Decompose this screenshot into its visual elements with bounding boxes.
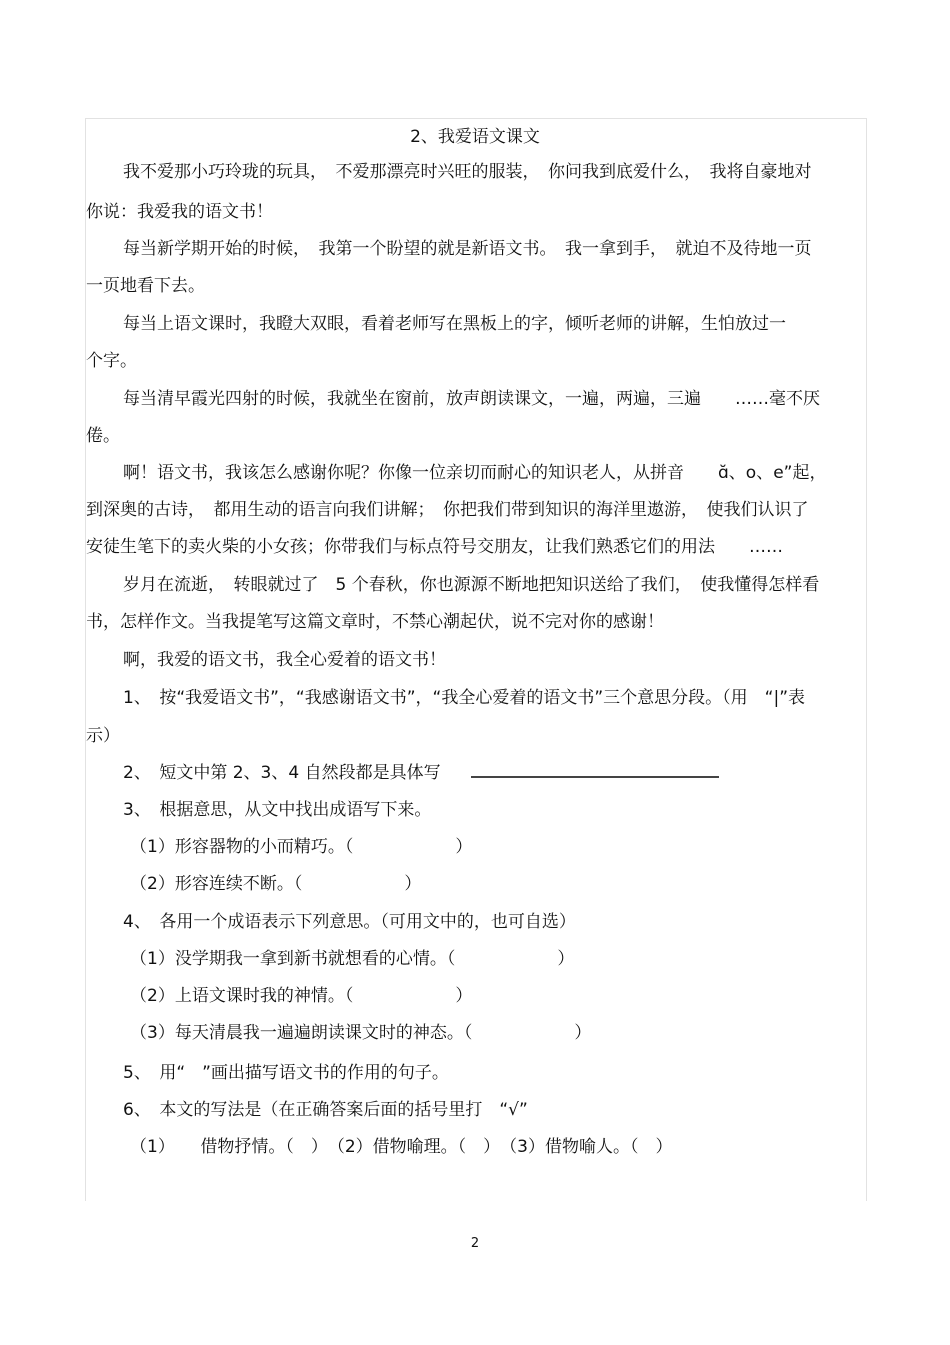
paragraph-4-line-2: 倦。	[86, 426, 120, 446]
paragraph-7-line-1: 啊，我爱的语文书，我全心爱着的语文书！	[123, 650, 446, 670]
paragraph-1-line-2: 你说：我爱我的语文书！	[86, 202, 273, 222]
paragraph-6-line-2: 书，怎样作文。当我提笔写这篇文章时，不禁心潮起伏，说不完对你的感谢！	[86, 612, 664, 632]
question-2-text: 2、 短文中第 2、3、4 自然段都是具体写	[123, 763, 441, 783]
question-4-item-3: （3）每天清晨我一遍遍朗读课文时的神态。（ ）	[130, 1023, 592, 1043]
document-title: 2、我爱语文课文	[410, 127, 540, 147]
paragraph-5-line-1: 啊！语文书，我该怎么感谢你呢？你像一位亲切而耐心的知识老人，从拼音 ɑ̆、o、e”起，	[123, 463, 827, 483]
paragraph-3-line-1: 每当上语文课时，我瞪大双眼，看着老师写在黑板上的字，倾听老师的讲解，生怕放过一	[123, 314, 786, 334]
question-3-item-1: （1）形容器物的小而精巧。（ ）	[130, 837, 473, 857]
question-5: 5、 用“ ”画出描写语文书的作用的句子。	[123, 1063, 449, 1083]
paragraph-2-line-1: 每当新学期开始的时候， 我第一个盼望的就是新语文书。 我一拿到手， 就迫不及待地一页	[123, 239, 812, 259]
question-4-item-2: （2）上语文课时我的神情。（ ）	[130, 986, 473, 1006]
question-3-item-2: （2）形容连续不断。（ ）	[130, 874, 422, 894]
paragraph-1-line-1: 我不爱那小巧玲珑的玩具， 不爱那漂亮时兴旺的服装， 你问我到底爱什么， 我将自豪地对	[123, 162, 812, 182]
paragraph-6-line-1: 岁月在流逝， 转眼就过了 5 个春秋，你也源源不断地把知识送给了我们， 使我懂得怎样看	[123, 575, 820, 595]
paragraph-5-line-2: 到深奥的古诗， 都用生动的语言向我们讲解； 你把我们带到知识的海洋里遨游， 使我们认识了	[86, 500, 809, 520]
question-3: 3、 根据意思，从文中找出成语写下来。	[123, 800, 432, 820]
question-1-line-1: 1、 按“我爱语文书”，“我感谢语文书”，“我全心爱着的语文书”三个意思分段。（用 “|”表	[123, 688, 805, 708]
paragraph-4-line-1: 每当清早霞光四射的时候，我就坐在窗前，放声朗读课文，一遍，两遍，三遍 ……毫不厌	[123, 389, 820, 409]
page-number: 2	[470, 1236, 480, 1251]
question-1-line-2: 示）	[86, 726, 120, 746]
question-4: 4、 各用一个成语表示下列意思。（可用文中的，也可自选）	[123, 912, 576, 932]
question-2	[123, 762, 719, 784]
question-4-item-1: （1）没学期我一拿到新书就想看的心情。（ ）	[130, 949, 575, 969]
question-6-options: （1） 借物抒情。（ ） （2）借物喻理。（ ） （3）借物喻人。（ ）	[130, 1137, 673, 1157]
paragraph-5-line-3: 安徒生笔下的卖火柴的小女孩；你带我们与标点符号交朋友，让我们熟悉它们的用法 ……	[86, 537, 783, 557]
question-6: 6、 本文的写法是（在正确答案后面的括号里打 “√”	[123, 1100, 528, 1120]
paragraph-3-line-2: 个字。	[86, 351, 137, 371]
paragraph-2-line-2: 一页地看下去。	[86, 276, 205, 296]
answer-blank-line[interactable]	[471, 766, 719, 778]
